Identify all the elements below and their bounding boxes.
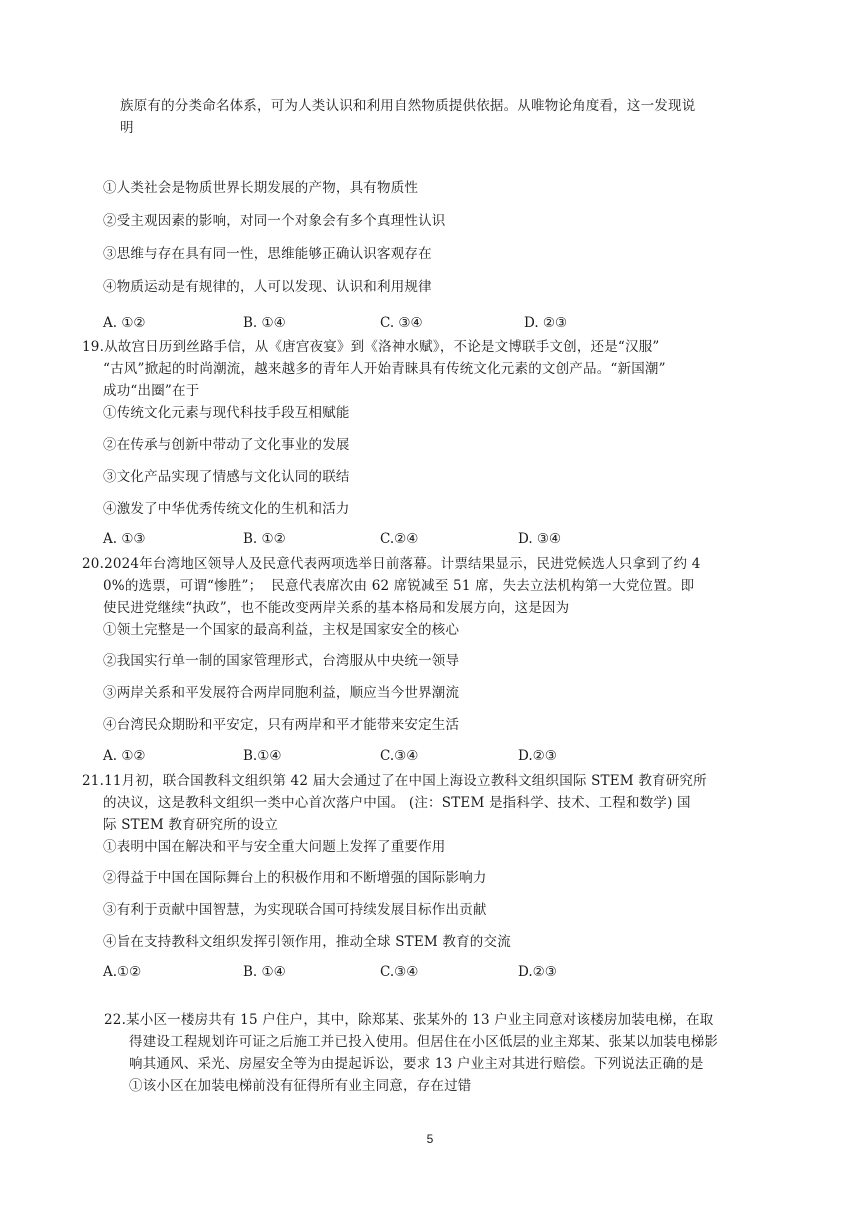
statement-item: ①该小区在加装电梯前没有征得所有业主同意，存在过错 — [129, 1078, 472, 1094]
question-stem-line: 的决议，这是教科文组织一类中心首次落户中国。 (注：STEM 是指科学、技术、工程和数学) 国 — [103, 795, 691, 811]
page-number: 5 — [426, 1132, 434, 1146]
statement-item: ③两岸关系和平发展符合两岸同胞利益，顺应当今世界潮流 — [103, 685, 460, 701]
question-stem-line: 响其通风、采光、房屋安全等为由提起诉讼，要求 13 户业主对其进行赔偿。下列说法正确的是 — [129, 1056, 704, 1072]
question-stem-line: 明 — [120, 120, 134, 136]
option-c: C.③④ — [380, 964, 419, 980]
statement-item: ④台湾民众期盼和平安定，只有两岸和平才能带来安定生活 — [103, 717, 460, 733]
question-stem-line: 0%的选票，可谓“惨胜”； 民意代表席次由 62 席锐减至 51 席，失去立法机构第一大党位置。即 — [103, 578, 695, 594]
statement-item: ①人类社会是物质世界长期发展的产物，具有物质性 — [103, 180, 419, 196]
option-b: B. ①② — [243, 531, 286, 547]
question-stem-line: 19.从故宫日历到丝路手信，从《唐宫夜宴》到《洛神水赋》，不论是文博联手文创，还是“汉服” — [82, 339, 660, 355]
statement-item: ③文化产品实现了情感与文化认同的联结 — [103, 469, 350, 485]
question-stem-line: “古风”掀起的时尚潮流，越来越多的青年人开始青睐具有传统文化元素的文创产品。“新国潮” — [103, 361, 666, 377]
option-d: D.②③ — [518, 748, 557, 764]
question-stem-line: 际 STEM 教育研究所的设立 — [103, 817, 279, 833]
statement-item: ①表明中国在解决和平与安全重大问题上发挥了重要作用 — [103, 839, 446, 855]
option-c: C.②④ — [380, 531, 419, 547]
question-stem-line: 22.某小区一楼房共有 15 户住户，其中，除郑某、张某外的 13 户业主同意对该楼房加装电梯，在取 — [104, 1012, 714, 1028]
question-stem-line: 得建设工程规划许可证之后施工并已投入使用。但居住在小区低层的业主郑某、张某以加装电梯影 — [129, 1034, 719, 1050]
option-a: A.①② — [103, 964, 142, 980]
question-stem-line: 族原有的分类命名体系，可为人类认识和利用自然物质提供依据。从唯物论角度看，这一发现说 — [120, 98, 696, 114]
statement-item: ②受主观因素的影响，对同一个对象会有多个真理性认识 — [103, 213, 446, 229]
option-d: D. ③④ — [518, 531, 562, 547]
statement-item: ②在传承与创新中带动了文化事业的发展 — [103, 437, 350, 453]
question-stem-line: 21.11月初，联合国教科文组织第 42 届大会通过了在中国上海设立教科文组织国际 STEM 教育研究所 — [82, 773, 707, 789]
option-c: C. ③④ — [380, 315, 423, 331]
question-stem-line: 20.2024年台湾地区领导人及民意代表两项选举日前落幕。计票结果显示，民进党候选人只拿到了约 4 — [82, 556, 701, 572]
option-a: A. ①② — [103, 748, 146, 764]
statement-item: ③思维与存在具有同一性，思维能够正确认识客观存在 — [103, 246, 432, 262]
statement-item: ①领土完整是一个国家的最高利益，主权是国家安全的核心 — [103, 622, 460, 638]
option-d: D. ②③ — [524, 315, 568, 331]
option-b: B. ①④ — [243, 315, 286, 331]
option-d: D.②③ — [518, 964, 557, 980]
question-stem-line: 使民进党继续“执政”，也不能改变两岸关系的基本格局和发展方向，这是因为 — [103, 600, 570, 616]
option-a: A. ①② — [103, 315, 146, 331]
statement-item: ②得益于中国在国际舞台上的积极作用和不断增强的国际影响力 — [103, 870, 487, 886]
option-a: A. ①③ — [103, 531, 146, 547]
option-b: B. ①④ — [243, 964, 286, 980]
statement-item: ③有利于贡献中国智慧，为实现联合国可持续发展目标作出贡献 — [103, 902, 487, 918]
statement-item: ②我国实行单一制的国家管理形式，台湾服从中央统一领导 — [103, 653, 460, 669]
option-b: B.①④ — [243, 748, 282, 764]
question-stem-line: 成功“出圈”在于 — [103, 383, 200, 399]
statement-item: ④旨在支持教科文组织发挥引领作用，推动全球 STEM 教育的交流 — [103, 934, 511, 950]
statement-item: ④物质运动是有规律的，人可以发现、认识和利用规律 — [103, 279, 432, 295]
statement-item: ①传统文化元素与现代科技手段互相赋能 — [103, 405, 350, 421]
option-c: C.③④ — [380, 748, 419, 764]
statement-item: ④激发了中华优秀传统文化的生机和活力 — [103, 501, 350, 517]
